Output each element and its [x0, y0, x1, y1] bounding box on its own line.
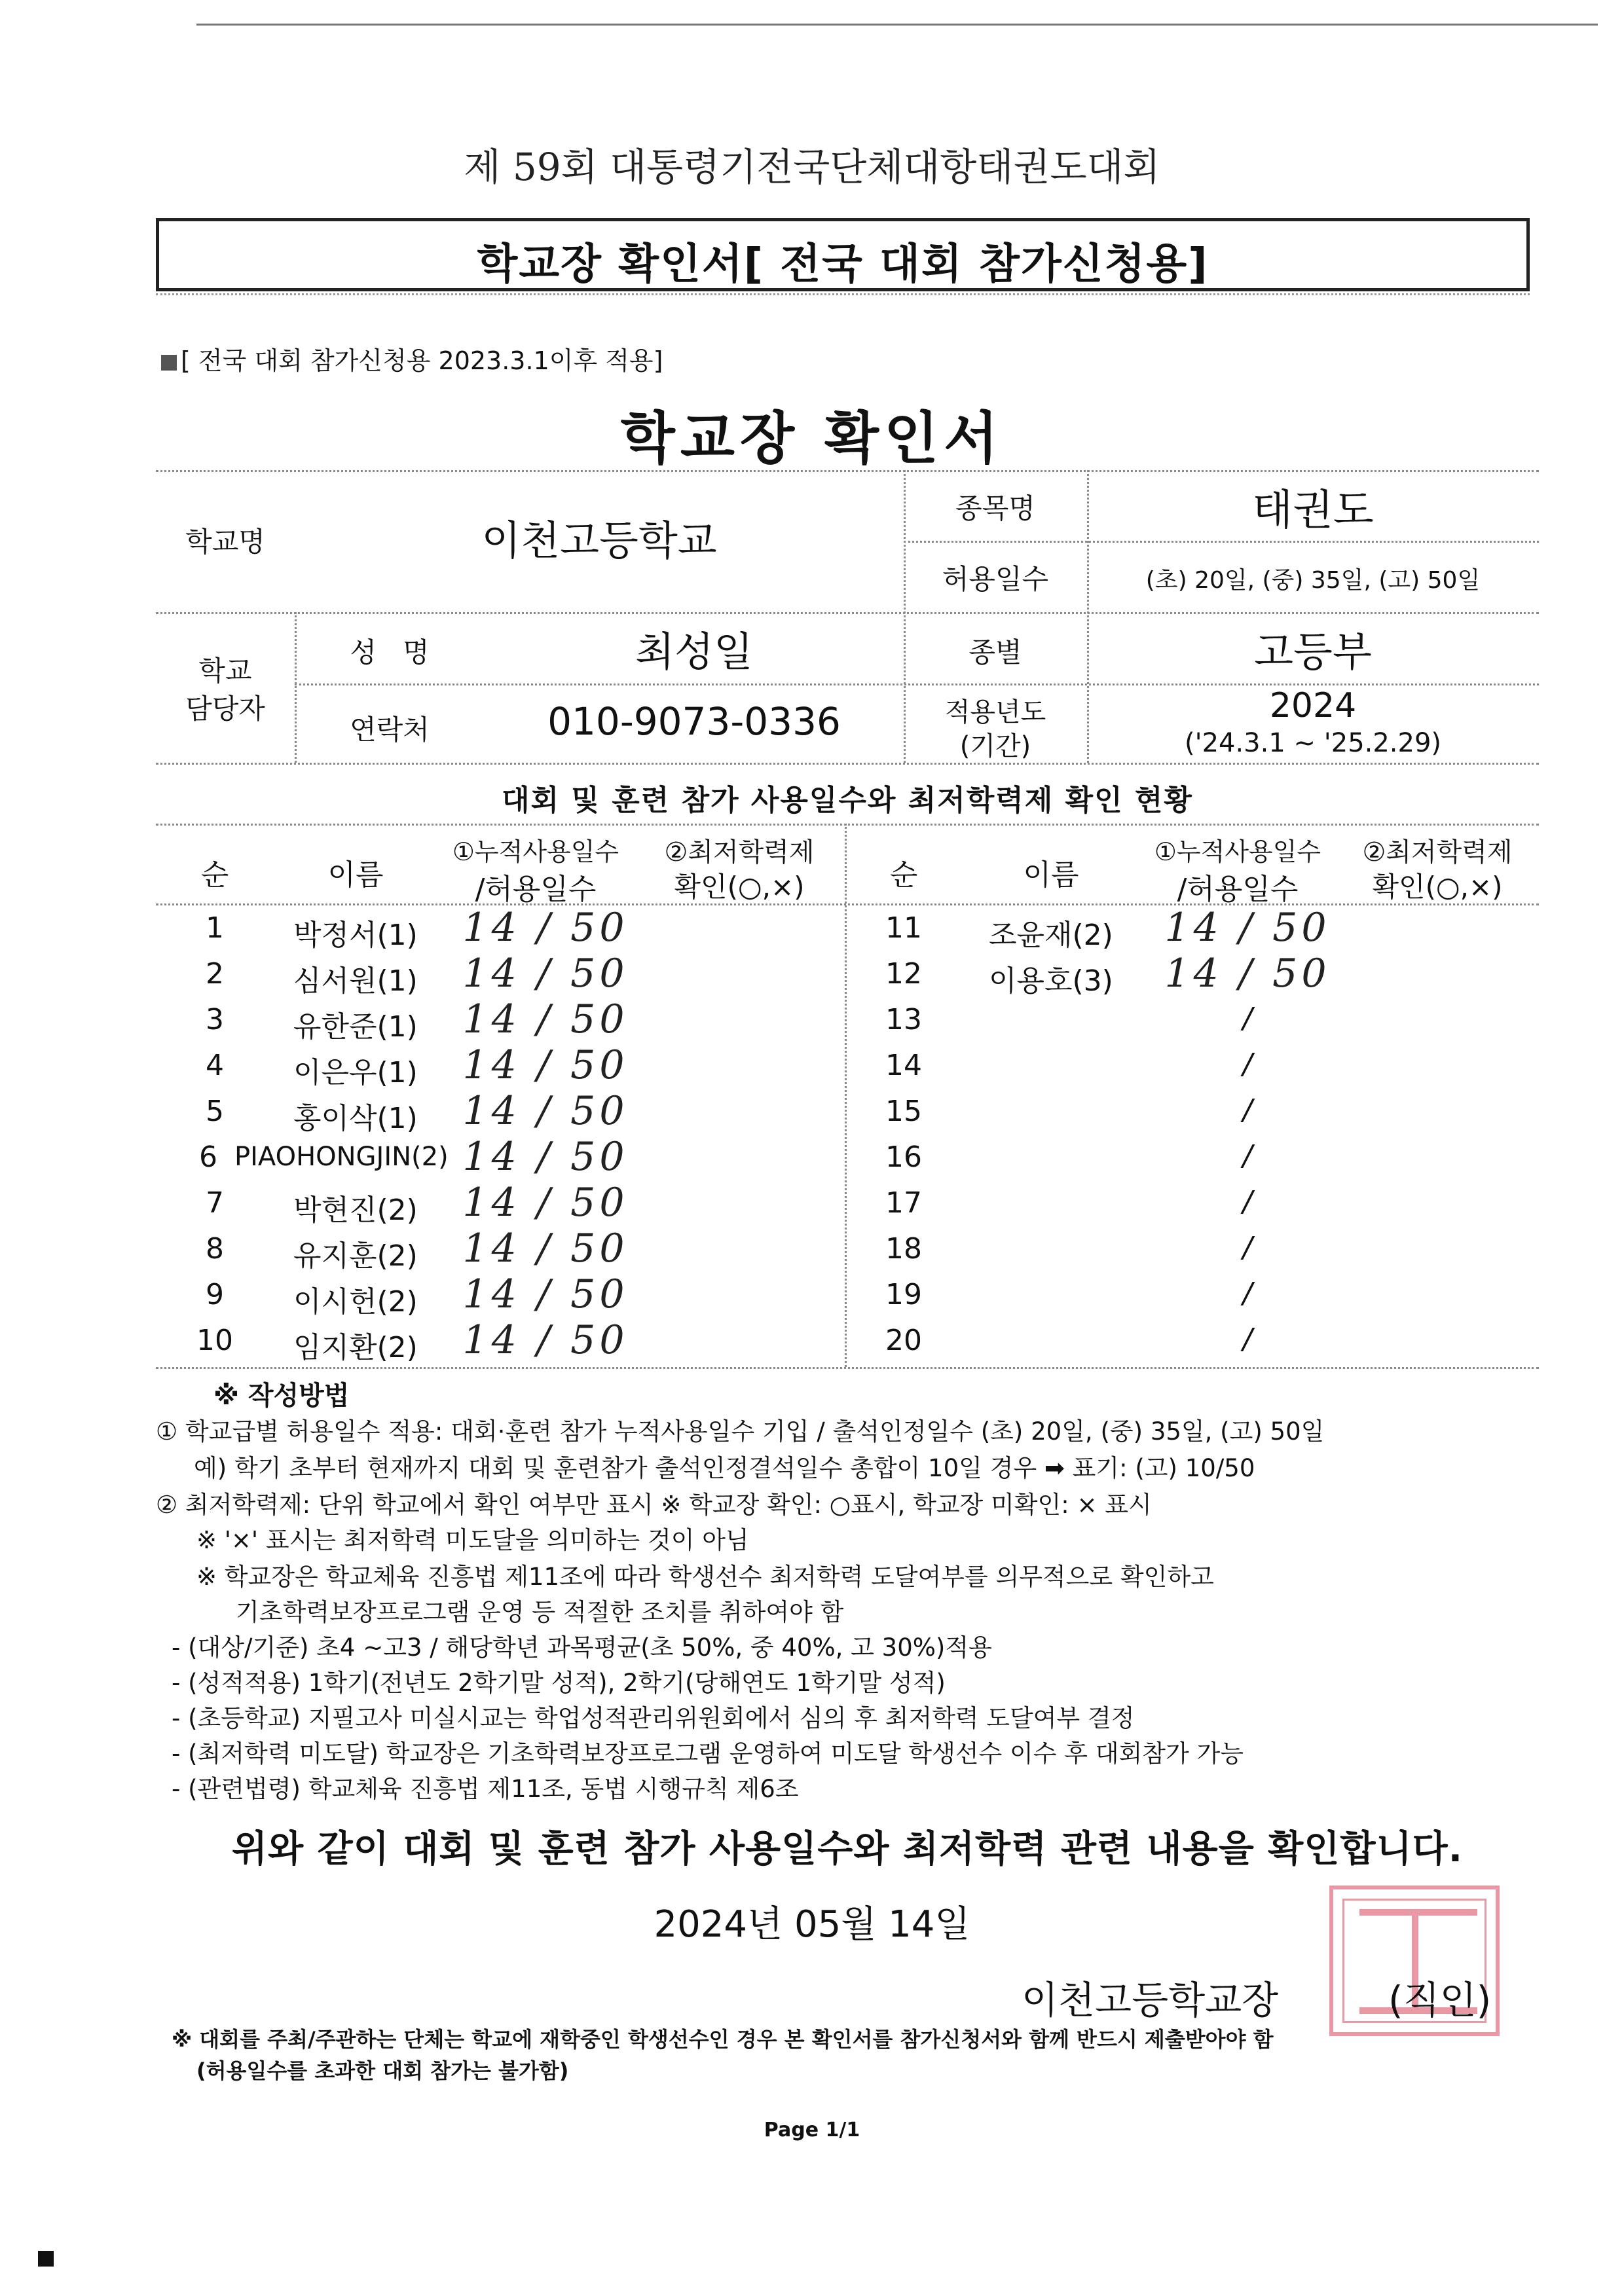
document-title: 학교장 확인서 [620, 406, 1004, 471]
row-no: 3 [206, 1003, 224, 1036]
corner-mark [38, 2251, 54, 2267]
row-days: / [1242, 1185, 1253, 1218]
row-days: / [1242, 1139, 1253, 1173]
note-detail-2: - (성적적용) 1학기(전년도 2학기말 성적), 2학기(당해연도 1학기말 성적) [172, 1669, 946, 1697]
box-underline [156, 293, 1530, 295]
row-no: 10 [196, 1324, 233, 1357]
col-min-right-1: ②최저학력제 [1362, 837, 1513, 867]
row-name: 유한준(1) [293, 1010, 418, 1044]
contact-value: 010-9073-0336 [547, 699, 841, 744]
note-detail-1: - (대상/기준) 초4 ~고3 / 해당학년 과목평균(초 50%, 중 40%, 고 30%)적용 [172, 1633, 992, 1662]
row-name: 이시헌(2) [293, 1285, 418, 1319]
confirm-date: 2024년 05월 14일 [654, 1903, 970, 1946]
row-name: 이용호(3) [989, 964, 1113, 998]
table-row [845, 996, 1539, 1042]
row-days: 14 / 50 [462, 1042, 629, 1088]
note-detail-4: - (최저학력 미도달) 학교장은 기초학력보장프로그램 운영하여 미도달 학생선수 이수 후 대회참가 가능 [172, 1740, 1244, 1768]
row-no: 12 [885, 957, 922, 991]
confirm-statement: 위와 같이 대회 및 훈련 참가 사용일수와 최저학력 관련 내용을 확인합니다. [231, 1828, 1464, 1870]
info-rule-event [904, 541, 1539, 543]
allowed-days-label: 허용일수 [942, 563, 1049, 595]
footer-note-2: (허용일수를 초과한 대회 참가는 불가함) [196, 2058, 569, 2083]
top-rule [196, 24, 1598, 26]
row-days: 14 / 50 [1164, 951, 1331, 996]
table-top-rule [156, 824, 1539, 826]
division-value: 고등부 [1254, 628, 1372, 676]
row-no: 17 [885, 1186, 922, 1220]
row-no: 15 [885, 1095, 922, 1128]
row-days: 14 / 50 [462, 1134, 629, 1180]
table-row [156, 1226, 845, 1271]
row-days: / [1242, 1093, 1253, 1127]
note-1: ① 학교급별 허용일수 적용: 대회·훈련 참가 누적사용일수 기입 / 출석인정일수 (초) 20일, (중) 35일, (고) 50일 [156, 1417, 1325, 1446]
school-value: 이천고등학교 [481, 517, 717, 564]
year-period: ('24.3.1 ~ '25.2.29) [1184, 728, 1442, 758]
row-no: 9 [206, 1278, 224, 1311]
row-days: / [1242, 1322, 1253, 1356]
note-detail-5: - (관련법령) 학교체육 진흥법 제11조, 동법 시행규칙 제6조 [172, 1775, 799, 1803]
school-label: 학교명 [185, 526, 265, 558]
row-days: / [1242, 1048, 1253, 1081]
col-days-right-1: ①누적사용일수 [1154, 837, 1321, 866]
row-days: 14 / 50 [462, 905, 629, 951]
name-value: 최성일 [635, 628, 753, 676]
event-value: 태권도 [1252, 486, 1374, 535]
square-bullet-icon [161, 355, 177, 371]
note-2-b: ※ 학교장은 학교체육 진흥법 제11조에 따라 학생선수 최저학력 도달여부를 의무적으로 확인하고 [196, 1563, 1214, 1591]
table-row [156, 1317, 845, 1363]
table-row [845, 1180, 1539, 1226]
table-row [845, 951, 1539, 996]
row-no: 20 [885, 1324, 922, 1357]
contact-label: 연락처 [350, 714, 430, 746]
row-name: 홍이삭(1) [293, 1102, 418, 1135]
col-min-left-1: ②최저학력제 [664, 837, 815, 867]
row-days: 14 / 50 [462, 1317, 629, 1363]
row-no: 4 [206, 1049, 224, 1082]
year-label-1: 적용년도 [944, 697, 1046, 727]
row-name: PIAOHONGJIN(2) [234, 1142, 449, 1172]
row-days: 14 / 50 [462, 1088, 629, 1134]
info-bottom-rule [156, 763, 1539, 765]
table-row [156, 1271, 845, 1317]
note-2-c: 기초학력보장프로그램 운영 등 적절한 조치를 취하여야 함 [236, 1598, 844, 1626]
row-name: 이은우(1) [293, 1056, 418, 1089]
info-top-rule [156, 470, 1539, 472]
col-days-left-1: ①누적사용일수 [452, 837, 619, 866]
col-name-left: 이름 [327, 858, 384, 892]
table-row [156, 905, 845, 951]
row-days: 14 / 50 [1164, 905, 1331, 951]
table-section-title: 대회 및 훈련 참가 사용일수와 최저학력제 확인 현황 [502, 784, 1193, 817]
division-label: 종별 [969, 636, 1022, 668]
notes-heading: ※ 작성방법 [213, 1381, 350, 1411]
row-no: 5 [206, 1095, 224, 1128]
table-row [845, 1088, 1539, 1134]
note-2-a: ※ '×' 표시는 최저학력 미도달을 의미하는 것이 아님 [196, 1526, 749, 1554]
table-row [845, 1271, 1539, 1317]
col-no-right: 순 [889, 858, 918, 892]
row-name: 심서원(1) [293, 964, 418, 998]
row-no: 11 [885, 911, 922, 945]
table-row [156, 951, 845, 996]
row-no: 1 [206, 911, 224, 945]
col-min-left-2: 확인(○,×) [674, 871, 805, 903]
table-row [156, 1180, 845, 1226]
table-row [845, 1226, 1539, 1271]
name-label: 성 명 [350, 636, 430, 668]
row-days: / [1242, 1002, 1253, 1035]
row-name: 박현진(2) [293, 1194, 418, 1227]
allowed-days-value: (초) 20일, (중) 35일, (고) 50일 [1145, 567, 1481, 594]
row-no: 7 [206, 1186, 224, 1220]
table-row [845, 1134, 1539, 1180]
page-number: Page 1/1 [764, 2119, 860, 2141]
col-name-right: 이름 [1023, 858, 1079, 892]
year-label-2: (기간) [959, 731, 1031, 761]
table-bottom-rule [156, 1367, 1539, 1369]
row-name: 유지훈(2) [293, 1239, 418, 1273]
row-name: 임지환(2) [293, 1331, 418, 1364]
footer-note-1: ※ 대회를 주최/주관하는 단체는 학교에 재학중인 학생선수인 경우 본 확인서를 참가신청서와 함께 반드시 제출받아야 함 [172, 2027, 1274, 2052]
box-title: 학교장 확인서[ 전국 대회 참가신청용] [477, 240, 1209, 289]
col-days-left-2: /허용일수 [475, 873, 597, 906]
table-row [156, 1088, 845, 1134]
table-row [845, 905, 1539, 951]
col-min-right-2: 확인(○,×) [1372, 871, 1503, 903]
info-rule-name [295, 683, 1539, 685]
seal-label: (직인) [1388, 1978, 1492, 2022]
row-days: 14 / 50 [462, 1180, 629, 1226]
col-no-left: 순 [200, 858, 229, 892]
table-row [156, 1042, 845, 1088]
note-detail-3: - (초등학교) 지필고사 미실시교는 학업성적관리위원회에서 심의 후 최저학력 도달여부 결정 [172, 1704, 1135, 1732]
row-days: 14 / 50 [462, 1226, 629, 1271]
row-days: 14 / 50 [462, 951, 629, 996]
staff-label-2: 담당자 [185, 693, 265, 725]
row-days: 14 / 50 [462, 996, 629, 1042]
table-row [845, 1042, 1539, 1088]
note-2: ② 최저학력제: 단위 학교에서 확인 여부만 표시 ※ 학교장 확인: ○표시, 학교장 미확인: × 표시 [156, 1491, 1152, 1519]
row-days: 14 / 50 [462, 1271, 629, 1317]
table-row [156, 1134, 845, 1180]
row-no: 13 [885, 1003, 922, 1036]
row-no: 18 [885, 1232, 922, 1266]
col-days-right-2: /허용일수 [1177, 873, 1299, 906]
row-name: 박정서(1) [293, 919, 418, 952]
row-no: 16 [885, 1140, 922, 1174]
year-value: 2024 [1269, 686, 1357, 725]
row-days: / [1242, 1277, 1253, 1310]
note-1-example: 예) 학기 초부터 현재까지 대회 및 훈련참가 출석인정결석일수 총합이 10일 경우 ➡ 표기: (고) 10/50 [194, 1454, 1255, 1482]
principal-name: 이천고등학교장 [1022, 1978, 1279, 2022]
row-no: 2 [206, 957, 224, 991]
staff-label-1: 학교 [198, 655, 252, 687]
table-row [156, 996, 845, 1042]
event-title: 제 59회 대통령기전국단체대항태권도대회 [464, 145, 1160, 189]
row-no: 8 [206, 1232, 224, 1266]
row-name: 조윤재(2) [989, 919, 1113, 952]
row-days: / [1242, 1231, 1253, 1264]
table-row [845, 1317, 1539, 1363]
applied-note: [ 전국 대회 참가신청용 2023.3.1이후 적용] [161, 340, 663, 376]
row-no: 19 [885, 1278, 922, 1311]
row-no: 6 [199, 1140, 217, 1174]
row-no: 14 [885, 1049, 922, 1082]
info-rule-school [156, 612, 1539, 614]
event-label: 종목명 [955, 492, 1035, 524]
